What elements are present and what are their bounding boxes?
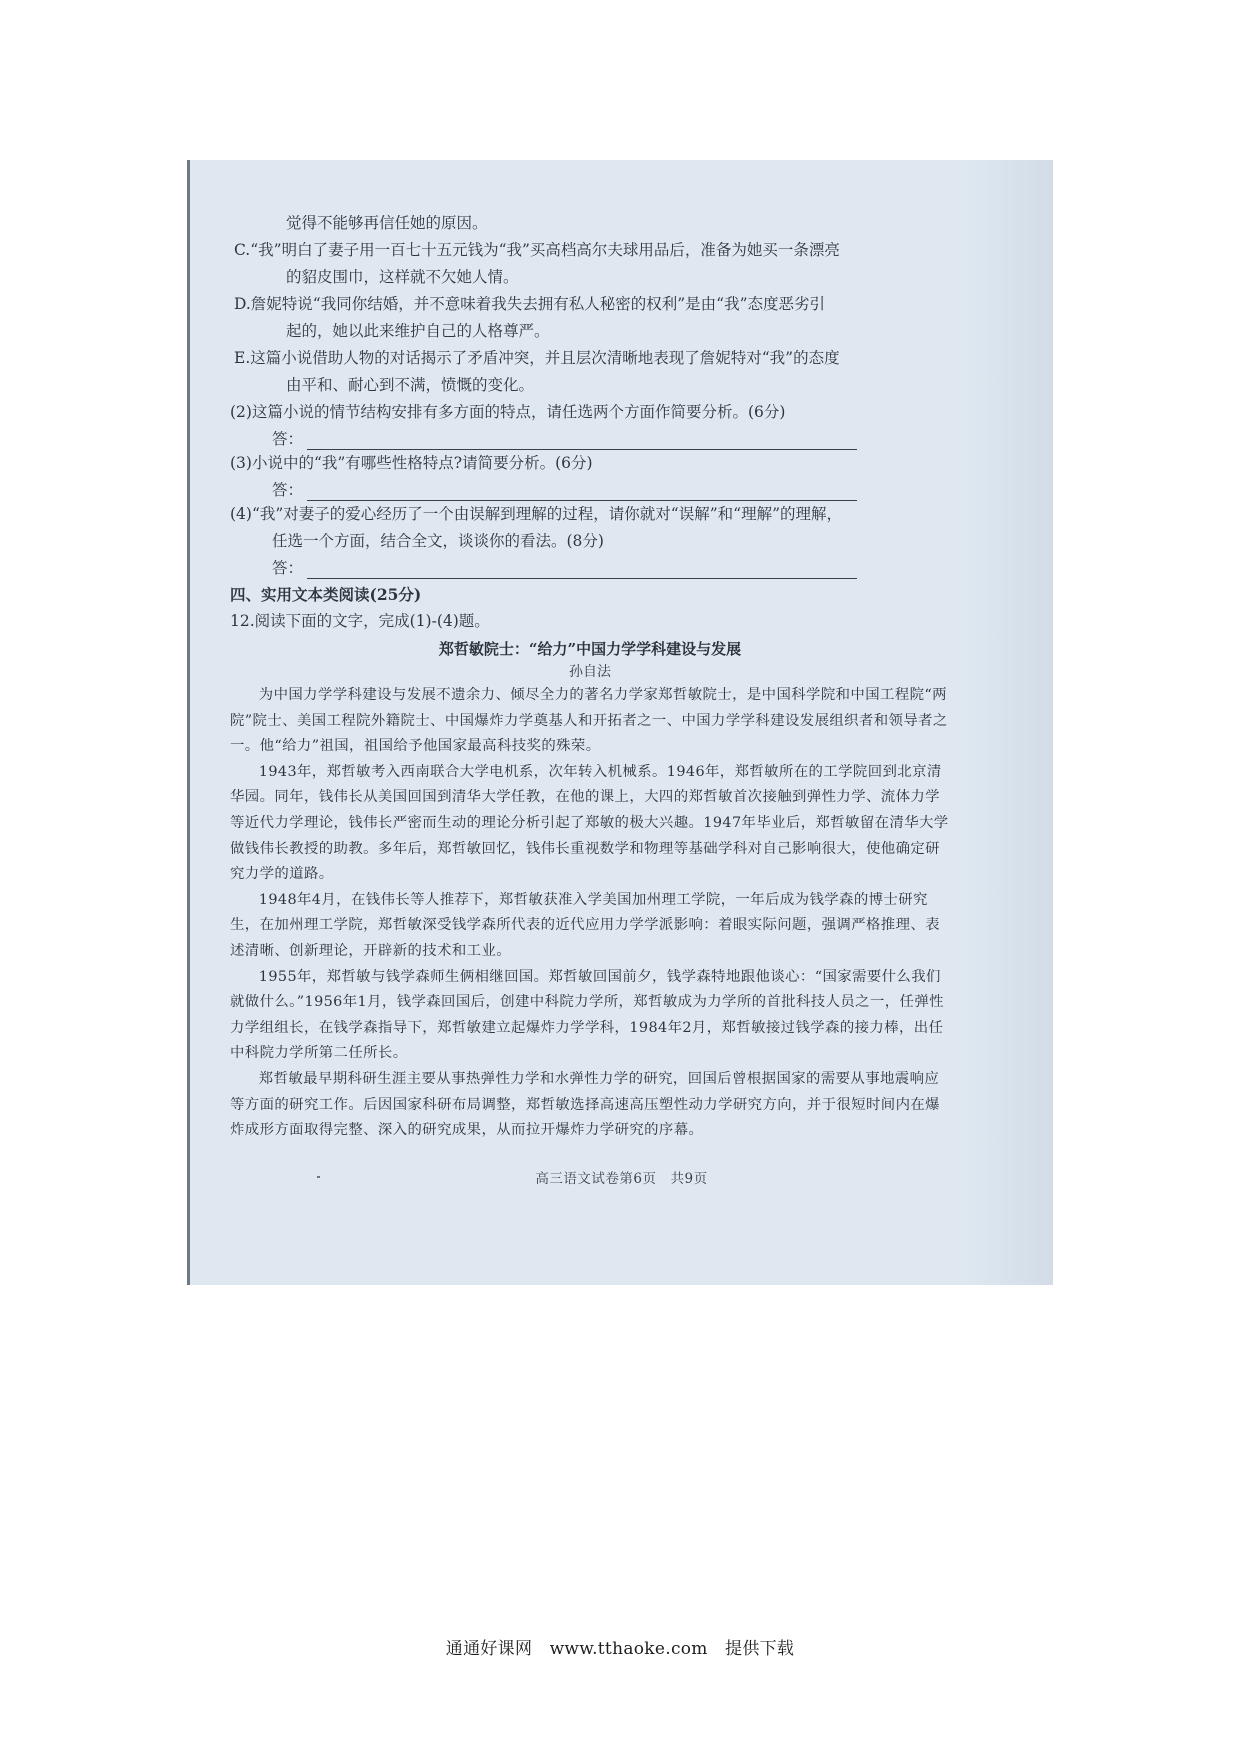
answer-line — [307, 486, 857, 501]
article-paragraph-2: 1943年，郑哲敏考入西南联合大学电机系，次年转入机械系。1946年，郑哲敏所在的工学院回到北京清华园。同年，钱伟长从美国回国到清华大学任教，在他的课上，大四的郑哲敏首次接触到弹性力学、流体力学等近代力学理论，钱伟长严密而生动的理论分析引起了郑敏的极大兴趣。1947年毕业后，郑哲敏留在清华大学做钱伟长教授的助教。多年后，郑哲敏回忆，钱伟长重视数学和物理等基础学科对自己影响很大，使他确定研究力学的道路。 — [230, 763, 949, 883]
article-paragraph-3: 1948年4月，在钱伟长等人推荐下，郑哲敏获准入学美国加州理工学院，一年后成为钱学森的博士研究生，在加州理工学院，郑哲敏深受钱学森所代表的近代应用力学学派影响：着眼实际问题，强调严格推理、表述清晰、创新理论，开辟新的技术和工业。 — [230, 891, 940, 959]
article-paragraph-4: 1955年，郑哲敏与钱学森师生俩相继回国。郑哲敏回国前夕，钱学森特地跟他谈心：“国家需要什么我们就做什么。”1956年1月，钱学森回国后，创建中科院力学所，郑哲敏成为力学所的首批科技人员之一，任弹性力学组组长，在钱学森指导下，郑哲敏建立起爆炸力学学科，1984年2月，郑哲敏接过钱学森的接力棒，出任中科院力学所第二任所长。 — [230, 968, 944, 1062]
answer-label: 答： — [272, 559, 304, 577]
download-credit: 通通好课网 www.tthaoke.com 提供下载 — [445, 1639, 795, 1659]
answer-line — [307, 435, 857, 450]
scanned-exam-page — [187, 160, 1053, 1285]
question-4-line2: 任选一个方面，结合全文，谈谈你的看法。(8分) — [272, 532, 604, 550]
question-2: (2)这篇小说的情节结构安排有多方面的特点，请任选两个方面作简要分析。(6分) — [230, 403, 786, 421]
option-c-line2: 的貂皮围巾，这样就不欠她人情。 — [286, 268, 519, 286]
option-e-line1: E.这篇小说借助人物的对话揭示了矛盾冲突，并且层次清晰地表现了詹妮特对“我”的态度 — [234, 349, 840, 367]
option-e-line2: 由平和、耐心到不满，愤慨的变化。 — [286, 376, 535, 394]
answer-row-q4 — [230, 555, 950, 579]
exam-page-footer: 高三语文试卷第6页 共9页 — [535, 1171, 708, 1187]
article-body — [230, 683, 950, 1144]
article-title: 郑哲敏院士：“给力”中国力学学科建设与发展 — [438, 640, 742, 658]
article-author: 孙自法 — [569, 664, 611, 680]
answer-label: 答： — [272, 430, 304, 448]
answer-line — [307, 564, 857, 579]
option-c-line1: C.“我”明白了妻子用一百七十五元钱为“我”买高档高尔夫球用品后，准备为她买一条漂亮 — [234, 241, 840, 259]
exam-content — [230, 210, 950, 1144]
answer-label: 答： — [272, 481, 304, 499]
option-d-line2: 起的，她以此来维护自己的人格尊严。 — [286, 322, 550, 340]
question-12: 12.阅读下面的文字，完成(1)-(4)题。 — [230, 612, 490, 630]
option-b-continuation: 觉得不能够再信任她的原因。 — [286, 214, 488, 232]
option-d-line1: D.詹妮特说“我同你结婚，并不意味着我失去拥有私人秘密的权利”是由“我”态度恶劣引 — [234, 295, 826, 313]
article-paragraph-5: 郑哲敏最早期科研生涯主要从事热弹性力学和水弹性力学的研究，回国后曾根据国家的需要从事地震响应等方面的研究工作。后因国家科研布局调整，郑哲敏选择高速高压塑性动力学研究方向，并于很短时间内在爆炸成形方面取得完整、深入的研究成果，从而拉开爆炸力学研究的序幕。 — [230, 1070, 940, 1139]
answer-row-q3 — [230, 477, 950, 501]
section-4-heading: 四、实用文本类阅读(25分) — [230, 585, 422, 604]
question-4-line1: (4)“我”对妻子的爱心经历了一个由误解到理解的过程，请你就对“误解”和“理解”的理解， — [230, 505, 843, 523]
answer-row-q2 — [230, 426, 950, 450]
question-3: (3)小说中的“我”有哪些性格特点?请简要分析。(6分) — [230, 454, 593, 472]
article-paragraph-1: 为中国力学学科建设与发展不遗余力、倾尽全力的著名力学家郑哲敏院士，是中国科学院和中国工程院“两院”院士、美国工程院外籍院士、中国爆炸力学奠基人和开拓者之一、中国力学学科建设发展组织者和领导者之一。他“给力”祖国，祖国给予他国家最高科技奖的殊荣。 — [230, 687, 948, 755]
scan-bleed-shadow — [963, 160, 1053, 1285]
